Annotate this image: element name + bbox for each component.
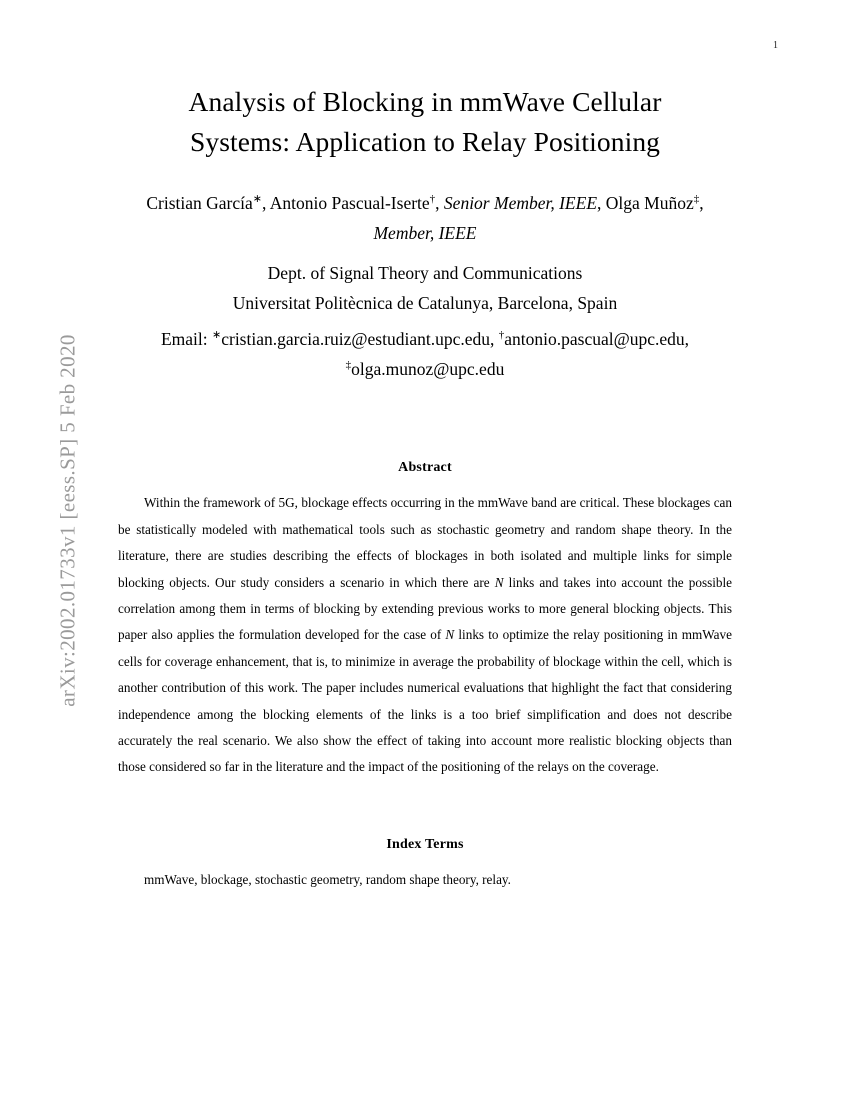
- author-membership-1: Senior Member, IEEE: [443, 192, 598, 213]
- author-sep-2: ,: [699, 192, 704, 213]
- email-address-3: olga.munoz@upc.edu: [351, 359, 505, 380]
- title-line-2: Systems: Application to Relay Positioning: [189, 125, 661, 157]
- page-title: [118, 82, 732, 162]
- arxiv-identifier-stamp: arXiv:2002.01733v1 [eess.SP] 5 Feb 2020: [55, 334, 80, 707]
- paper-page: [118, 70, 732, 906]
- affiliation-block: [118, 258, 732, 318]
- email-mark-1: ∗: [212, 329, 222, 342]
- author-name-1: Cristian García: [146, 192, 253, 213]
- email-label: Email:: [160, 329, 212, 350]
- email-mark-3: ‡: [345, 359, 352, 372]
- author-name-2: , Antonio Pascual-Iserte: [262, 192, 430, 213]
- author-mark-2: †: [429, 192, 436, 205]
- author-name-3: , Olga Muñoz: [597, 192, 694, 213]
- email-line-1: [118, 324, 732, 354]
- author-mark-3: ‡: [693, 192, 700, 205]
- title-line-1: Analysis of Blocking in mmWave Cellular: [188, 86, 662, 117]
- author-mark-1: ∗: [252, 192, 262, 205]
- abstract-heading: Abstract: [398, 460, 452, 476]
- email-line-2: [118, 354, 732, 384]
- index-terms-heading: Index Terms: [386, 836, 464, 852]
- email-address-2: antonio.pascual@upc.edu,: [504, 329, 690, 350]
- abstract-part-3: links to optimize the relay positioning in mmWave cells for coverage enhancement, that is, to minimize in average the probability of blockage within the cell, which is another contribution of this work. The paper includes numerical evaluations that highlight the fact that considering independence among the blocking elements of the links is a too brief simplification and does not describe accurately the real scenario. We also show the effect of taking into account more realistic blocking objects than those considered so far in the literature and the impact of the positioning of the relays on the coverage.: [118, 627, 732, 775]
- author-membership-2: Member, IEEE: [373, 222, 477, 243]
- email-block: [118, 324, 732, 384]
- email-mark-2: †: [498, 329, 505, 342]
- email-address-1: cristian.garcia.ruiz@estudiant.upc.edu,: [221, 329, 499, 350]
- page-number: 1: [773, 40, 778, 51]
- author-sep-1: ,: [435, 192, 444, 213]
- affiliation-line-2: Universitat Politècnica de Catalunya, Barcelona, Spain: [232, 293, 618, 314]
- author-list: [118, 188, 732, 248]
- abstract-symbol-n-2: N: [445, 627, 455, 643]
- abstract-text: [118, 490, 732, 780]
- abstract-symbol-n-1: N: [494, 574, 504, 590]
- author-line-1: [118, 188, 732, 218]
- abstract-part-1: Within the framework of 5G, blockage effects occurring in the mmWave band are critical. These blockages can be statistically modeled with mathematical tools such as stochastic geometry and random shape theory. In the literature, there are studies describing the effects of blockages in both isolated and multiple links for simple blocking objects. Our study considers a scenario in which there are: [118, 495, 732, 590]
- affiliation-line-1: Dept. of Signal Theory and Communications: [267, 262, 583, 283]
- abstract-part-2: links and takes into account the possible correlation among them in terms of blocking by extending previous works to more general blocking objects. This paper also applies the formulation developed for the case of: [118, 574, 732, 643]
- index-terms-text: mmWave, blockage, stochastic geometry, random shape theory, relay.: [144, 871, 511, 887]
